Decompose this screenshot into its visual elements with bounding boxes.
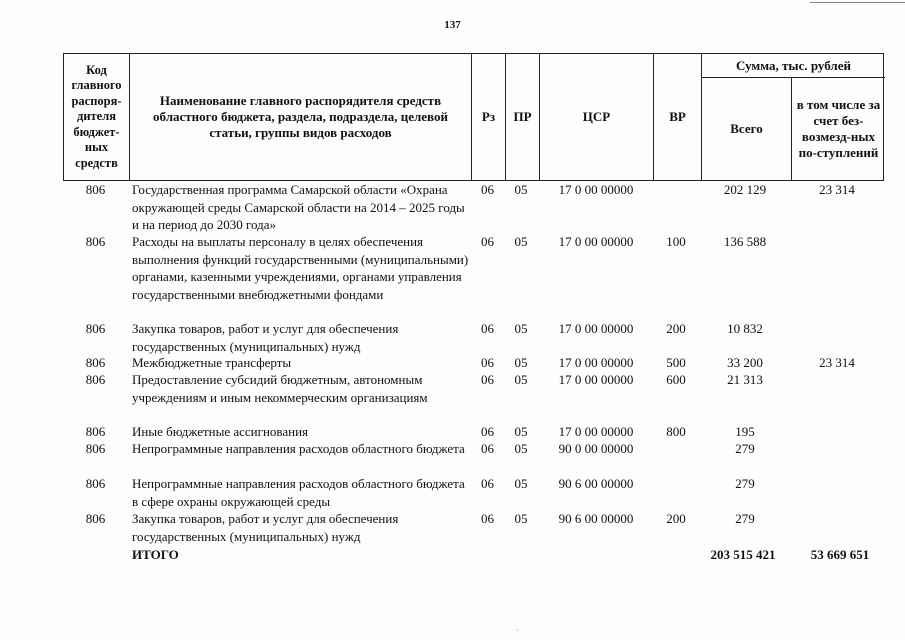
- cell-vr: 600: [666, 372, 686, 387]
- cell-code: 806: [85, 441, 106, 456]
- cell-csr: 17 0 00 00000: [558, 355, 634, 370]
- table-header: [63, 53, 884, 181]
- cell-csr: 90 0 00 00000: [558, 441, 634, 456]
- header-vr: ВР: [669, 109, 686, 124]
- cell-rz: 06: [481, 441, 494, 456]
- cell-rz: 06: [481, 476, 494, 491]
- cell-name: Межбюджетные трансферты: [132, 355, 292, 370]
- cell-rz: 06: [481, 372, 494, 387]
- cell-total: 202 129: [723, 182, 767, 197]
- header-sum: Сумма, тыс. рублей: [736, 57, 851, 73]
- cell-rz: 06: [481, 182, 494, 197]
- cell-name: Непрограммные направления расходов областного бюджета: [132, 441, 465, 456]
- cell-vr: 800: [666, 424, 686, 439]
- cell-free: 23 314: [819, 182, 855, 197]
- cell-code: 806: [85, 424, 106, 439]
- cell-pr: 05: [514, 511, 528, 526]
- header-free: в том числе за счет без-возмезд-ных по-ступлений: [796, 97, 881, 160]
- cell-pr: 05: [514, 476, 528, 491]
- cell-rz: 06: [481, 355, 494, 370]
- cell-rz: 06: [481, 321, 494, 336]
- cell-pr: 05: [514, 424, 528, 439]
- cell-free: 23 314: [819, 355, 855, 370]
- total-label: ИТОГО: [132, 547, 179, 562]
- cell-vr: 100: [666, 234, 686, 249]
- cell-vr: 500: [666, 355, 686, 370]
- header-rz: Рз: [481, 109, 496, 124]
- cell-csr: 17 0 00 00000: [558, 372, 634, 387]
- cell-name: Закупка товаров, работ и услуг для обеспечения государственных (муниципальных) нужд: [132, 511, 399, 544]
- cell-pr: 05: [514, 441, 528, 456]
- cell-total: 279: [735, 476, 755, 491]
- cell-total: 279: [735, 511, 755, 526]
- cell-name: Государственная программа Самарской области «Охрана окружающей среды Самарской области на 2014 – 2025 годы и на период до 2030 года»: [132, 182, 465, 232]
- scan-artifact: ·: [516, 626, 519, 635]
- cell-code: 806: [85, 321, 106, 336]
- cell-rz: 06: [481, 234, 494, 249]
- cell-pr: 05: [514, 234, 528, 249]
- cell-pr: 05: [514, 372, 528, 387]
- cell-code: 806: [85, 372, 106, 387]
- cell-name: Расходы на выплаты персоналу в целях обеспечения выполнения функций государственными (муниципальными) органами, казенными учреждениями, органами управления государственными внебюджетными фондами: [132, 234, 469, 302]
- total-sum: 203 515 421: [710, 547, 776, 562]
- cell-csr: 17 0 00 00000: [558, 321, 634, 336]
- cell-vr: 200: [666, 511, 686, 526]
- cell-name: Закупка товаров, работ и услуг для обеспечения государственных (муниципальных) нужд: [132, 321, 399, 354]
- page-number: 137: [444, 19, 461, 31]
- cell-csr: 17 0 00 00000: [558, 234, 634, 249]
- cell-code: 806: [85, 511, 106, 526]
- cell-total: 10 832: [727, 321, 763, 336]
- cell-csr: 17 0 00 00000: [558, 424, 634, 439]
- cell-code: 806: [85, 234, 106, 249]
- cell-total: 21 313: [727, 372, 763, 387]
- cell-pr: 05: [514, 182, 528, 197]
- cell-rz: 06: [481, 424, 494, 439]
- cell-pr: 05: [514, 355, 528, 370]
- cell-csr: 90 6 00 00000: [558, 476, 634, 491]
- header-pr: ПР: [513, 109, 532, 124]
- header-name: Наименование главного распорядителя средств областного бюджета, раздела, подраздела, целевой статьи, группы видов расходов: [153, 93, 448, 140]
- cell-pr: 05: [514, 321, 528, 336]
- cell-name: Непрограммные направления расходов областного бюджета в сфере охраны окружающей среды: [132, 476, 465, 509]
- cell-total: 33 200: [727, 355, 763, 370]
- cell-code: 806: [85, 182, 106, 197]
- cell-code: 806: [85, 476, 106, 491]
- total-free: 53 669 651: [810, 547, 870, 562]
- cell-code: 806: [85, 355, 106, 370]
- cell-rz: 06: [481, 511, 494, 526]
- scan-edge-line: [810, 2, 905, 3]
- cell-name: Предоставление субсидий бюджетным, автономным учреждениям и иным некоммерческим организациям: [132, 372, 428, 405]
- header-code: Код главного распоря-дителя бюджет-ных средств: [71, 62, 122, 170]
- cell-vr: 200: [666, 321, 686, 336]
- cell-total: 195: [735, 424, 755, 439]
- header-total: Всего: [730, 121, 763, 136]
- cell-csr: 17 0 00 00000: [558, 182, 634, 197]
- cell-csr: 90 6 00 00000: [558, 511, 634, 526]
- header-csr: ЦСР: [582, 109, 611, 124]
- cell-total: 279: [735, 441, 755, 456]
- cell-total: 136 588: [723, 234, 767, 249]
- cell-name: Иные бюджетные ассигнования: [132, 424, 309, 439]
